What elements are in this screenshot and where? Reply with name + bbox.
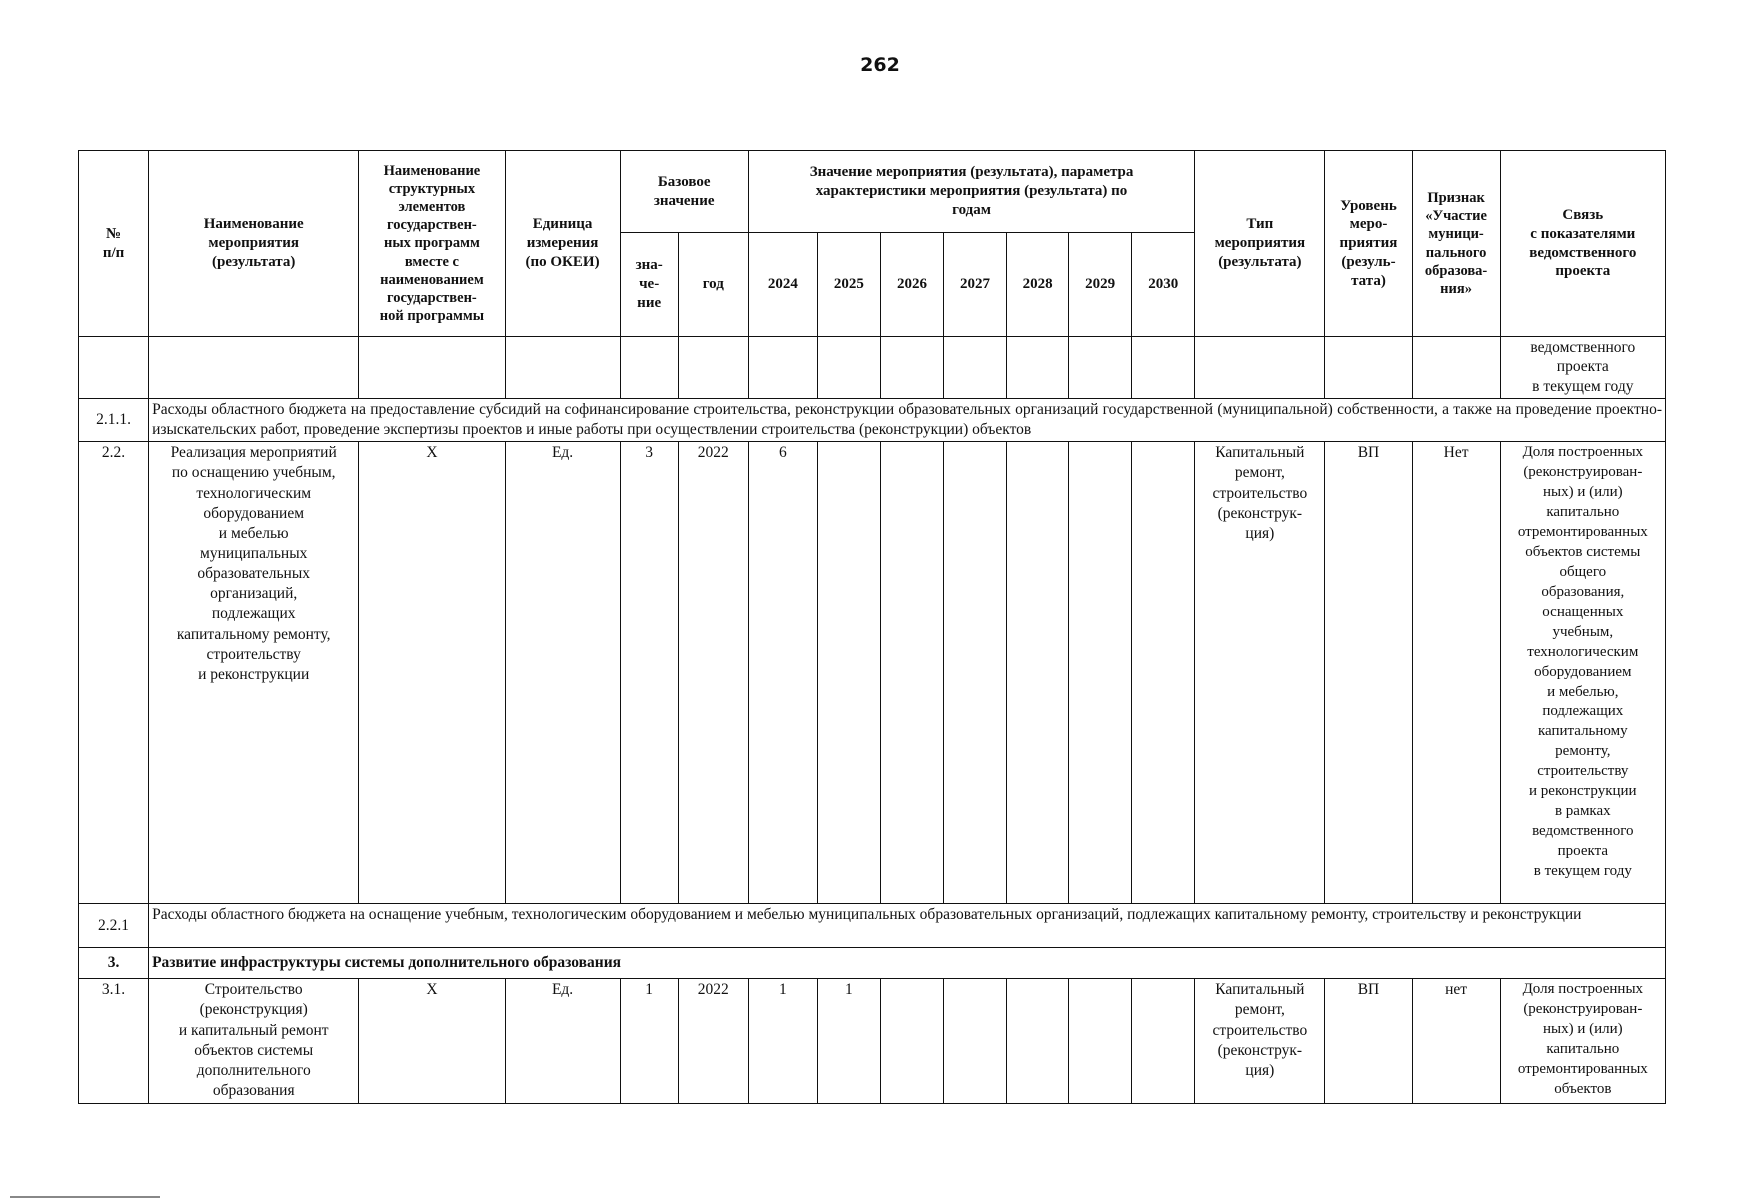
header-base: Базовое значение xyxy=(620,151,748,233)
row-3-1-structural: Х xyxy=(359,979,505,1104)
header-year-2028: 2028 xyxy=(1007,233,1069,337)
table-row-2-2 xyxy=(79,442,1666,904)
row-3-text: Развитие инфраструктуры системы дополнительного образования xyxy=(149,948,1666,979)
row-2-2-1-num: 2.2.1 xyxy=(79,904,149,948)
row-3-1-value-2026 xyxy=(880,979,943,1104)
header-level: Уровень меро- приятия (резуль- тата) xyxy=(1325,151,1412,337)
header-link: Связь с показателями ведомственного проекта xyxy=(1500,151,1665,337)
row-2-2-link: Доля построенных (реконструирован- ных) и (или) капитально отремонтированных объектов системы общего образования, оснащенных учебным, технологическим оборудованием и мебелью, подлежащих капитальному ремонту, строительству и реконструкции в рамках ведомственного проекта в текущем году xyxy=(1500,442,1665,904)
row-2-1-1-text: Расходы областного бюджета на предоставление субсидий на софинансирование строительства, реконструкции образовательных организаций государственной (муниципальной) собственности, а также на проведение проектно-изыскательских работ, проведение экспертизы проектов и иные работы при осуществлении строительства (реконструкции) объектов xyxy=(149,399,1666,442)
header-type: Тип мероприятия (результата) xyxy=(1195,151,1325,337)
header-year-2030: 2030 xyxy=(1132,233,1195,337)
row-2-2-base-value: 3 xyxy=(620,442,678,904)
row-2-2-value-2025 xyxy=(817,442,880,904)
table-row-2-1-1 xyxy=(79,399,1666,442)
row-2-2-structural: Х xyxy=(359,442,505,904)
header-year-2026: 2026 xyxy=(880,233,943,337)
row-3-num: 3. xyxy=(79,948,149,979)
header-base-year: год xyxy=(678,233,748,337)
activities-table xyxy=(78,150,1666,1104)
row-3-1-value-2028 xyxy=(1007,979,1069,1104)
header-year-2029: 2029 xyxy=(1069,233,1132,337)
row-2-2-level: ВП xyxy=(1325,442,1412,904)
header-values-by-year: Значение мероприятия (результата), параметра характеристики мероприятия (результата) по годам xyxy=(748,151,1195,233)
header-row-top xyxy=(79,151,1666,233)
row-3-1-value-2025: 1 xyxy=(817,979,880,1104)
row-2-2-num: 2.2. xyxy=(79,442,149,904)
header-base-value: зна- че- ние xyxy=(620,233,678,337)
table-row-continuation xyxy=(79,337,1666,399)
header-year-2024: 2024 xyxy=(748,233,817,337)
row-3-1-value-2027 xyxy=(943,979,1006,1104)
row-3-1-name: Строительство (реконструкция) и капитальный ремонт объектов системы дополнительного образования xyxy=(149,979,359,1104)
table-row-3 xyxy=(79,948,1666,979)
header-year-2025: 2025 xyxy=(817,233,880,337)
row-2-2-value-2028 xyxy=(1007,442,1069,904)
row-2-2-value-2026 xyxy=(880,442,943,904)
header-name: Наименование мероприятия (результата) xyxy=(149,151,359,337)
row-3-1-value-2030 xyxy=(1132,979,1195,1104)
row-2-2-value-2029 xyxy=(1069,442,1132,904)
row-2-2-unit: Ед. xyxy=(505,442,620,904)
header-municipal: Признак «Участие муници- пального образова- ния» xyxy=(1412,151,1500,337)
row-2-2-value-2024: 6 xyxy=(748,442,817,904)
table-row-3-1 xyxy=(79,979,1666,1104)
header-unit: Единица измерения (по ОКЕИ) xyxy=(505,151,620,337)
row-3-1-type: Капитальный ремонт, строительство (реконструк- ция) xyxy=(1195,979,1325,1104)
page-number: 262 xyxy=(860,54,900,76)
row-2-2-value-2030 xyxy=(1132,442,1195,904)
row-3-1-unit: Ед. xyxy=(505,979,620,1104)
table-row-2-2-1 xyxy=(79,904,1666,948)
row-3-1-value-2029 xyxy=(1069,979,1132,1104)
row-2-2-municipal: Нет xyxy=(1412,442,1500,904)
header-structural-elements: Наименование структурных элементов государствен- ных программ вместе с наименованием государствен- ной программы xyxy=(359,151,505,337)
row-3-1-value-2024: 1 xyxy=(748,979,817,1104)
row-3-1-link: Доля построенных (реконструирован- ных) и (или) капитально отремонтированных объектов xyxy=(1500,979,1665,1104)
row-3-1-municipal: нет xyxy=(1412,979,1500,1104)
scan-artifact-line xyxy=(10,1196,160,1198)
row-3-1-num: 3.1. xyxy=(79,979,149,1104)
header-num: № п/п xyxy=(79,151,149,337)
row-2-2-base-year: 2022 xyxy=(678,442,748,904)
row-3-1-level: ВП xyxy=(1325,979,1412,1104)
row-2-1-1-num: 2.1.1. xyxy=(79,399,149,442)
row-2-2-name: Реализация мероприятий по оснащению учебным, технологическим оборудованием и мебелью муниципальных образовательных организаций, подлежащих капитальному ремонту, строительству и реконструкции xyxy=(149,442,359,904)
row-2-2-value-2027 xyxy=(943,442,1006,904)
row-3-1-base-value: 1 xyxy=(620,979,678,1104)
header-year-2027: 2027 xyxy=(943,233,1006,337)
row-2-2-type: Капитальный ремонт, строительство (реконструк- ция) xyxy=(1195,442,1325,904)
continuation-link: ведомственного проекта в текущем году xyxy=(1500,337,1665,399)
row-2-2-1-text: Расходы областного бюджета на оснащение учебным, технологическим оборудованием и мебелью муниципальных образовательных организаций, подлежащих капитальному ремонту, строительству и реконструкции xyxy=(149,904,1666,948)
row-3-1-base-year: 2022 xyxy=(678,979,748,1104)
